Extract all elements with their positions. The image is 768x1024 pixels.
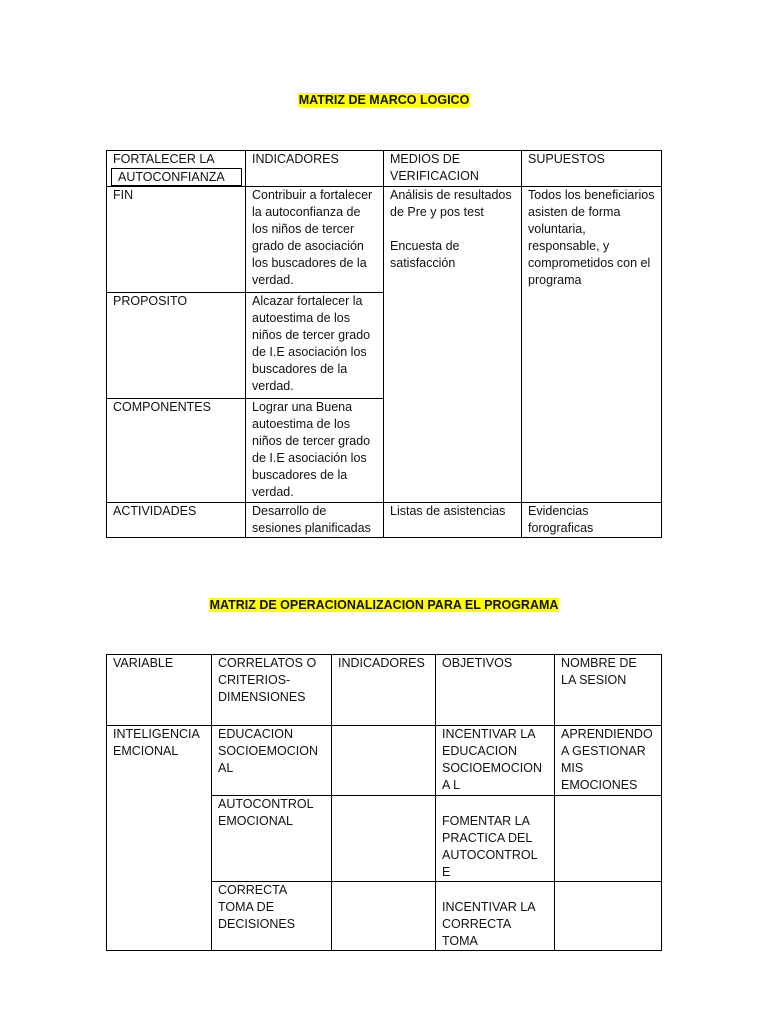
oper-row-indicador xyxy=(332,726,436,796)
marco-row-indicador: Alcazar fortalecer la autoestima de los niños de tercer grado de I.E asociación los buscadores de la verdad. xyxy=(246,293,384,399)
marco-row-label: PROPOSITO xyxy=(107,293,246,399)
title-marco-logico xyxy=(0,92,768,109)
marco-row-label: COMPONENTES xyxy=(107,399,246,503)
oper-row-sesion xyxy=(555,796,662,882)
marco-medios-p2: Encuesta de satisfacción xyxy=(390,239,460,270)
oper-variable-merged: INTELIGENCIA EMCIONAL xyxy=(107,726,212,951)
marco-row-actividades xyxy=(107,503,662,538)
title-marco-logico-text: MATRIZ DE MARCO LOGICO xyxy=(298,93,470,107)
marco-row-indicador: Desarrollo de sesiones planificadas xyxy=(246,503,384,538)
oper-header-criterios: CORRELATOS O CRITERIOS-DIMENSIONES xyxy=(212,655,332,726)
oper-row-sesion: APRENDIENDO A GESTIONAR MIS EMOCIONES xyxy=(555,726,662,796)
oper-header-variable: VARIABLE xyxy=(107,655,212,726)
marco-supuestos-merged: Todos los beneficiarios asisten de forma voluntaria, responsable, y comprometidos con el programa xyxy=(522,187,662,503)
marco-header-supuestos: SUPUESTOS xyxy=(522,151,662,187)
operacionalizacion-table xyxy=(106,654,662,951)
marco-row-label: FIN xyxy=(107,187,246,293)
oper-row-indicador xyxy=(332,796,436,882)
oper-row-objetivo: INCENTIVAR LA EDUCACION SOCIOEMOCIONA L xyxy=(436,726,555,796)
marco-row-medios: Listas de asistencias xyxy=(384,503,522,538)
oper-header-objetivos: OBJETIVOS xyxy=(436,655,555,726)
marco-row-label: ACTIVIDADES xyxy=(107,503,246,538)
oper-row-1 xyxy=(107,726,662,796)
oper-row-objetivo xyxy=(436,882,555,951)
marco-header-medios: MEDIOS DE VERIFICACION xyxy=(384,151,522,187)
marco-header-row xyxy=(107,151,662,187)
oper-row-objetivo-text: FOMENTAR LA PRACTICA DEL AUTOCONTROL E xyxy=(442,814,538,879)
oper-row-criterio: EDUCACION SOCIOEMOCIONAL xyxy=(212,726,332,796)
marco-row-fin xyxy=(107,187,662,293)
oper-row-objetivo xyxy=(436,796,555,882)
marco-header-objective xyxy=(107,151,246,187)
oper-row-indicador xyxy=(332,882,436,951)
marco-row-indicador: Lograr una Buena autoestima de los niños de tercer grado de I.E asociación los buscadores de la verdad. xyxy=(246,399,384,503)
oper-header-row xyxy=(107,655,662,726)
marco-row-supuestos: Evidencias forograficas xyxy=(522,503,662,538)
oper-row-criterio: AUTOCONTROL EMOCIONAL xyxy=(212,796,332,882)
title-operacionalizacion xyxy=(0,597,768,614)
marco-row-indicador: Contribuir a fortalecer la autoconfianza de los niños de tercer grado de asociación los buscadores de la verdad. xyxy=(246,187,384,293)
marco-logico-table xyxy=(106,150,662,538)
marco-medios-merged xyxy=(384,187,522,503)
oper-header-sesion: NOMBRE DE LA SESION xyxy=(555,655,662,726)
marco-medios-p1: Análisis de resultados de Pre y pos test xyxy=(390,188,512,219)
oper-row-objetivo-text: INCENTIVAR LA CORRECTA TOMA xyxy=(442,900,535,948)
marco-header-line1: FORTALECER LA xyxy=(113,152,215,166)
title-operacionalizacion-text: MATRIZ DE OPERACIONALIZACION PARA EL PROGRAMA xyxy=(209,598,559,612)
marco-header-boxed-label: AUTOCONFIANZA xyxy=(111,168,242,186)
oper-header-indicadores: INDICADORES xyxy=(332,655,436,726)
oper-row-criterio: CORRECTA TOMA DE DECISIONES xyxy=(212,882,332,951)
marco-header-indicadores: INDICADORES xyxy=(246,151,384,187)
oper-row-sesion xyxy=(555,882,662,951)
